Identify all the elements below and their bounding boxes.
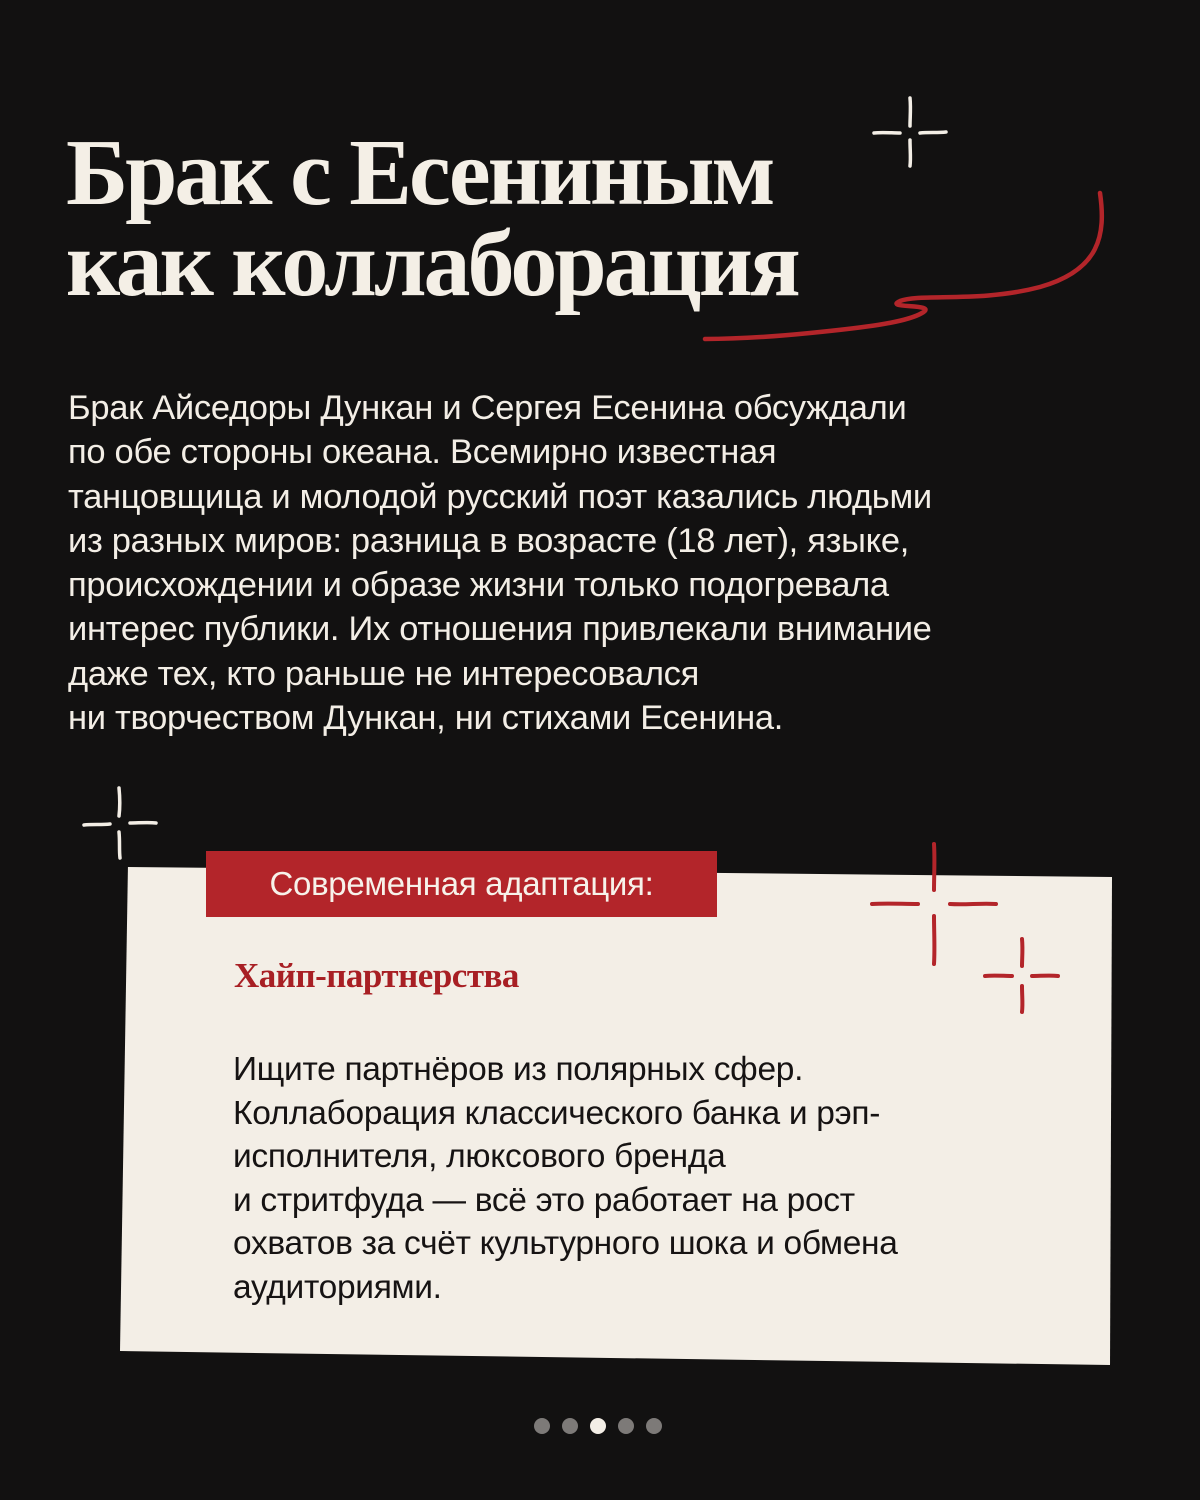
red-squiggle-line bbox=[700, 185, 1110, 345]
intro-line: танцовщица и молодой русский поэт казались людьми bbox=[68, 477, 932, 516]
card-line: Коллаборация классического банка и рэп- bbox=[233, 1094, 881, 1132]
pagination-dot-active[interactable] bbox=[590, 1418, 606, 1434]
card-line: аудиториями. bbox=[233, 1268, 442, 1306]
card-line: исполнителя, люксового бренда bbox=[233, 1138, 726, 1175]
card-paragraph bbox=[233, 1048, 1093, 1309]
page-title bbox=[66, 121, 798, 316]
pagination-dot[interactable] bbox=[534, 1418, 550, 1434]
intro-line: по обе стороны океана. Всемирно известная bbox=[68, 433, 777, 472]
card-line: Ищите партнёров из полярных сфер. bbox=[233, 1051, 804, 1088]
intro-paragraph bbox=[68, 386, 1088, 740]
pagination-dot[interactable] bbox=[562, 1418, 578, 1434]
intro-line: интерес публики. Их отношения привлекали внимание bbox=[68, 610, 932, 649]
pagination-dots bbox=[534, 1418, 662, 1434]
intro-line: Брак Айседоры Дункан и Сергея Есенина обсуждали bbox=[68, 389, 907, 427]
title-line-2: как коллаборация bbox=[66, 212, 798, 316]
sparkle-icon bbox=[82, 786, 158, 862]
intro-line: даже тех, кто раньше не интересовался bbox=[68, 654, 699, 693]
pagination-dot[interactable] bbox=[618, 1418, 634, 1434]
sparkle-icon bbox=[872, 96, 948, 170]
red-sparkle-icon bbox=[870, 840, 1000, 970]
intro-line: происхождении и образе жизни только подогревала bbox=[68, 566, 889, 605]
intro-line: ни творчеством Дункан, ни стихами Есенина. bbox=[68, 699, 784, 738]
intro-line: из разных миров: разница в возрасте (18 лет), языке, bbox=[68, 521, 910, 560]
pagination-dot[interactable] bbox=[646, 1418, 662, 1434]
card-line: охватов за счёт культурного шока и обмена bbox=[233, 1225, 898, 1262]
adaptation-badge: Современная адаптация: bbox=[206, 851, 717, 917]
card-heading: Хайп-партнерства bbox=[234, 956, 519, 995]
title-line-1: Брак с Есениным bbox=[66, 121, 773, 225]
card-line: и стритфуда — всё это работает на рост bbox=[233, 1181, 855, 1219]
red-sparkle-icon bbox=[982, 936, 1062, 1016]
